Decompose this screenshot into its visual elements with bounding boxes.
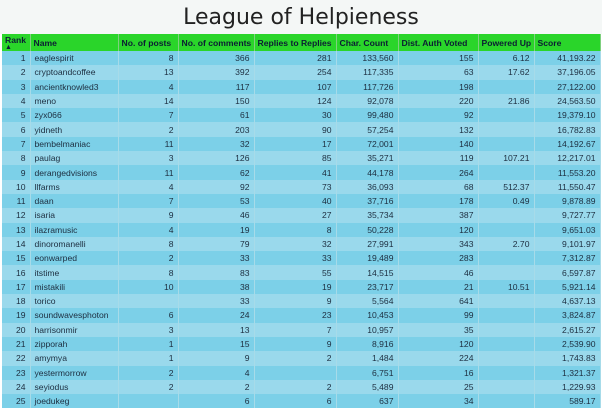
posts-cell: 11: [118, 165, 178, 179]
dist-auth-voted-cell: 178: [398, 194, 478, 208]
char-count-cell: 23,717: [336, 280, 398, 294]
powered-up-cell: 2.70: [478, 237, 534, 251]
dist-auth-voted-cell: 46: [398, 265, 478, 279]
posts-cell: 7: [118, 194, 178, 208]
rank-cell: 12: [2, 208, 30, 222]
rank-cell: 3: [2, 80, 30, 94]
name-cell: dinoromanelli: [30, 237, 118, 251]
score-cell: 11,550.47: [534, 180, 600, 194]
posts-cell: 4: [118, 223, 178, 237]
posts-cell: 2: [118, 380, 178, 394]
table-row: [2, 280, 600, 294]
dist-auth-voted-cell: 21: [398, 280, 478, 294]
comments-cell: 126: [178, 151, 254, 165]
table-row: [2, 165, 600, 179]
comments-cell: 83: [178, 265, 254, 279]
rank-cell: 15: [2, 251, 30, 265]
posts-cell: 4: [118, 180, 178, 194]
rank-cell: 1: [2, 51, 30, 65]
powered-up-cell: [478, 380, 534, 394]
powered-up-cell: [478, 265, 534, 279]
replies-cell: 17: [254, 137, 336, 151]
column-header-char-count[interactable]: Char. Count: [336, 34, 398, 51]
posts-cell: 2: [118, 366, 178, 380]
dist-auth-voted-cell: 34: [398, 394, 478, 408]
table-row: [2, 366, 600, 380]
column-header-rank[interactable]: [2, 34, 30, 51]
char-count-cell: 27,991: [336, 237, 398, 251]
replies-cell: 7: [254, 323, 336, 337]
score-cell: 16,782.83: [534, 122, 600, 136]
score-cell: 3,824.87: [534, 308, 600, 322]
char-count-cell: 72,001: [336, 137, 398, 151]
name-cell: seyiodus: [30, 380, 118, 394]
rank-cell: 7: [2, 137, 30, 151]
dist-auth-voted-cell: 343: [398, 237, 478, 251]
score-cell: 9,727.77: [534, 208, 600, 222]
rank-cell: 23: [2, 366, 30, 380]
name-cell: soundwavesphoton: [30, 308, 118, 322]
replies-cell: 40: [254, 194, 336, 208]
replies-cell: 281: [254, 51, 336, 65]
char-count-cell: 92,078: [336, 94, 398, 108]
char-count-cell: 133,560: [336, 51, 398, 65]
table-row: [2, 308, 600, 322]
char-count-cell: 117,335: [336, 65, 398, 79]
rank-cell: 10: [2, 180, 30, 194]
char-count-cell: 35,271: [336, 151, 398, 165]
char-count-cell: 6,751: [336, 366, 398, 380]
comments-cell: 19: [178, 223, 254, 237]
name-cell: derangedvisions: [30, 165, 118, 179]
name-cell: ancientknowled3: [30, 80, 118, 94]
table-row: [2, 223, 600, 237]
rank-cell: 9: [2, 165, 30, 179]
comments-cell: 4: [178, 366, 254, 380]
rank-cell: 8: [2, 151, 30, 165]
char-count-cell: 99,480: [336, 108, 398, 122]
name-cell: eaglespirit: [30, 51, 118, 65]
dist-auth-voted-cell: 264: [398, 165, 478, 179]
column-header-dist-auth-voted[interactable]: Dist. Auth Voted: [398, 34, 478, 51]
table-row: [2, 65, 600, 79]
posts-cell: 10: [118, 280, 178, 294]
posts-cell: [118, 294, 178, 308]
char-count-cell: 10,957: [336, 323, 398, 337]
rank-cell: 14: [2, 237, 30, 251]
dist-auth-voted-cell: 119: [398, 151, 478, 165]
score-cell: 24,563.50: [534, 94, 600, 108]
comments-cell: 79: [178, 237, 254, 251]
table-row: [2, 151, 600, 165]
powered-up-cell: [478, 294, 534, 308]
powered-up-cell: [478, 394, 534, 408]
name-cell: zipporah: [30, 337, 118, 351]
rank-cell: 16: [2, 265, 30, 279]
replies-cell: 9: [254, 294, 336, 308]
char-count-cell: 1,484: [336, 351, 398, 365]
comments-cell: 33: [178, 294, 254, 308]
table-row: [2, 137, 600, 151]
posts-cell: 6: [118, 308, 178, 322]
rank-cell: 25: [2, 394, 30, 408]
char-count-cell: 5,564: [336, 294, 398, 308]
powered-up-cell: [478, 137, 534, 151]
score-cell: 12,217.01: [534, 151, 600, 165]
dist-auth-voted-cell: 155: [398, 51, 478, 65]
score-cell: 589.17: [534, 394, 600, 408]
comments-cell: 9: [178, 351, 254, 365]
char-count-cell: 14,515: [336, 265, 398, 279]
comments-cell: 15: [178, 337, 254, 351]
score-cell: 37,196.05: [534, 65, 600, 79]
score-cell: 1,229.93: [534, 380, 600, 394]
powered-up-cell: [478, 165, 534, 179]
dist-auth-voted-cell: 99: [398, 308, 478, 322]
score-cell: 2,539.90: [534, 337, 600, 351]
table-row: [2, 194, 600, 208]
comments-cell: 46: [178, 208, 254, 222]
table-row: [2, 351, 600, 365]
posts-cell: 3: [118, 323, 178, 337]
name-cell: torico: [30, 294, 118, 308]
column-header-comments[interactable]: No. of comments: [178, 34, 254, 51]
table-row: [2, 294, 600, 308]
posts-cell: 9: [118, 208, 178, 222]
replies-cell: 9: [254, 337, 336, 351]
leaderboard-table: [2, 34, 601, 408]
replies-cell: 23: [254, 308, 336, 322]
powered-up-cell: 10.51: [478, 280, 534, 294]
score-cell: 14,192.67: [534, 137, 600, 151]
score-cell: 27,122.00: [534, 80, 600, 94]
name-cell: daan: [30, 194, 118, 208]
comments-cell: 13: [178, 323, 254, 337]
char-count-cell: 57,254: [336, 122, 398, 136]
name-cell: paulag: [30, 151, 118, 165]
powered-up-cell: [478, 208, 534, 222]
replies-cell: 55: [254, 265, 336, 279]
header-row: [2, 34, 600, 51]
char-count-cell: 117,726: [336, 80, 398, 94]
rank-cell: 17: [2, 280, 30, 294]
comments-cell: 38: [178, 280, 254, 294]
powered-up-cell: [478, 308, 534, 322]
score-cell: 11,553.20: [534, 165, 600, 179]
table-row: [2, 94, 600, 108]
dist-auth-voted-cell: 641: [398, 294, 478, 308]
posts-cell: 2: [118, 251, 178, 265]
dist-auth-voted-cell: 283: [398, 251, 478, 265]
name-cell: cryptoandcoffee: [30, 65, 118, 79]
score-cell: 6,597.87: [534, 265, 600, 279]
powered-up-cell: [478, 351, 534, 365]
char-count-cell: 19,489: [336, 251, 398, 265]
name-cell: yidneth: [30, 122, 118, 136]
name-cell: meno: [30, 94, 118, 108]
char-count-cell: 37,716: [336, 194, 398, 208]
rank-cell: 5: [2, 108, 30, 122]
comments-cell: 6: [178, 394, 254, 408]
name-cell: mistakili: [30, 280, 118, 294]
rank-cell: 20: [2, 323, 30, 337]
comments-cell: 62: [178, 165, 254, 179]
powered-up-cell: 0.49: [478, 194, 534, 208]
comments-cell: 150: [178, 94, 254, 108]
name-cell: harrisonmir: [30, 323, 118, 337]
comments-cell: 53: [178, 194, 254, 208]
table-row: [2, 51, 600, 65]
replies-cell: 2: [254, 351, 336, 365]
table-row: [2, 180, 600, 194]
score-cell: 9,101.97: [534, 237, 600, 251]
name-cell: joedukeg: [30, 394, 118, 408]
replies-cell: 90: [254, 122, 336, 136]
table-row: [2, 122, 600, 136]
replies-cell: 30: [254, 108, 336, 122]
replies-cell: 124: [254, 94, 336, 108]
posts-cell: 8: [118, 51, 178, 65]
score-cell: 5,921.14: [534, 280, 600, 294]
rank-cell: 2: [2, 65, 30, 79]
powered-up-cell: [478, 108, 534, 122]
comments-cell: 61: [178, 108, 254, 122]
posts-cell: 11: [118, 137, 178, 151]
posts-cell: 8: [118, 265, 178, 279]
powered-up-cell: 17.62: [478, 65, 534, 79]
posts-cell: 4: [118, 80, 178, 94]
posts-cell: 3: [118, 151, 178, 165]
powered-up-cell: [478, 122, 534, 136]
rank-cell: 4: [2, 94, 30, 108]
replies-cell: 254: [254, 65, 336, 79]
posts-cell: 8: [118, 237, 178, 251]
replies-cell: 33: [254, 251, 336, 265]
rank-cell: 13: [2, 223, 30, 237]
table-row: [2, 337, 600, 351]
rank-cell: 18: [2, 294, 30, 308]
rank-cell: 22: [2, 351, 30, 365]
char-count-cell: 637: [336, 394, 398, 408]
dist-auth-voted-cell: 68: [398, 180, 478, 194]
score-cell: 41,193.22: [534, 51, 600, 65]
dist-auth-voted-cell: 198: [398, 80, 478, 94]
dist-auth-voted-cell: 140: [398, 137, 478, 151]
table-row: [2, 251, 600, 265]
char-count-cell: 35,734: [336, 208, 398, 222]
powered-up-cell: [478, 251, 534, 265]
replies-cell: 6: [254, 394, 336, 408]
score-cell: 7,312.87: [534, 251, 600, 265]
posts-cell: 1: [118, 351, 178, 365]
replies-cell: 19: [254, 280, 336, 294]
dist-auth-voted-cell: 224: [398, 351, 478, 365]
char-count-cell: 8,916: [336, 337, 398, 351]
dist-auth-voted-cell: 120: [398, 337, 478, 351]
comments-cell: 117: [178, 80, 254, 94]
powered-up-cell: 6.12: [478, 51, 534, 65]
replies-cell: 2: [254, 380, 336, 394]
name-cell: bembelmaniac: [30, 137, 118, 151]
column-header-posts[interactable]: No. of posts: [118, 34, 178, 51]
rank-cell: 24: [2, 380, 30, 394]
table-row: [2, 394, 600, 408]
column-header-name[interactable]: Name: [30, 34, 118, 51]
comments-cell: 366: [178, 51, 254, 65]
name-cell: eonwarped: [30, 251, 118, 265]
comments-cell: 33: [178, 251, 254, 265]
dist-auth-voted-cell: 120: [398, 223, 478, 237]
column-header-label: Rank: [5, 35, 27, 45]
table-row: [2, 108, 600, 122]
powered-up-cell: [478, 80, 534, 94]
powered-up-cell: [478, 223, 534, 237]
score-cell: 9,651.03: [534, 223, 600, 237]
replies-cell: 8: [254, 223, 336, 237]
replies-cell: 41: [254, 165, 336, 179]
name-cell: amymya: [30, 351, 118, 365]
replies-cell: 73: [254, 180, 336, 194]
posts-cell: 7: [118, 108, 178, 122]
replies-cell: 27: [254, 208, 336, 222]
column-header-replies[interactable]: Replies to Replies: [254, 34, 336, 51]
dist-auth-voted-cell: 63: [398, 65, 478, 79]
name-cell: itstime: [30, 265, 118, 279]
comments-cell: 2: [178, 380, 254, 394]
dist-auth-voted-cell: 25: [398, 380, 478, 394]
powered-up-cell: 107.21: [478, 151, 534, 165]
score-cell: 2,615.27: [534, 323, 600, 337]
name-cell: ilazramusic: [30, 223, 118, 237]
score-cell: 9,878.89: [534, 194, 600, 208]
powered-up-cell: [478, 337, 534, 351]
replies-cell: 107: [254, 80, 336, 94]
char-count-cell: 50,228: [336, 223, 398, 237]
dist-auth-voted-cell: 387: [398, 208, 478, 222]
rank-cell: 11: [2, 194, 30, 208]
rank-cell: 6: [2, 122, 30, 136]
comments-cell: 24: [178, 308, 254, 322]
posts-cell: 13: [118, 65, 178, 79]
replies-cell: 32: [254, 237, 336, 251]
score-cell: 4,637.13: [534, 294, 600, 308]
comments-cell: 92: [178, 180, 254, 194]
table-row: [2, 380, 600, 394]
replies-cell: 85: [254, 151, 336, 165]
name-cell: zyx066: [30, 108, 118, 122]
table-row: [2, 323, 600, 337]
posts-cell: 2: [118, 122, 178, 136]
powered-up-cell: 21.86: [478, 94, 534, 108]
name-cell: isaria: [30, 208, 118, 222]
posts-cell: 14: [118, 94, 178, 108]
table-row: [2, 237, 600, 251]
comments-cell: 203: [178, 122, 254, 136]
name-cell: yestermorrow: [30, 366, 118, 380]
column-header-score[interactable]: Score: [534, 34, 600, 51]
page-title: League of Helpieness: [0, 0, 602, 34]
replies-cell: [254, 366, 336, 380]
rank-cell: 21: [2, 337, 30, 351]
char-count-cell: 36,093: [336, 180, 398, 194]
dist-auth-voted-cell: 16: [398, 366, 478, 380]
score-cell: 19,379.10: [534, 108, 600, 122]
table-row: [2, 265, 600, 279]
table-row: [2, 80, 600, 94]
powered-up-cell: 512.37: [478, 180, 534, 194]
sort-ascending-icon: ▲: [5, 44, 12, 51]
score-cell: 1,321.37: [534, 366, 600, 380]
dist-auth-voted-cell: 35: [398, 323, 478, 337]
posts-cell: [118, 394, 178, 408]
char-count-cell: 44,178: [336, 165, 398, 179]
comments-cell: 392: [178, 65, 254, 79]
powered-up-cell: [478, 366, 534, 380]
dist-auth-voted-cell: 132: [398, 122, 478, 136]
char-count-cell: 5,489: [336, 380, 398, 394]
rank-cell: 19: [2, 308, 30, 322]
dist-auth-voted-cell: 92: [398, 108, 478, 122]
score-cell: 1,743.83: [534, 351, 600, 365]
column-header-powered-up[interactable]: Powered Up: [478, 34, 534, 51]
name-cell: llfarms: [30, 180, 118, 194]
char-count-cell: 10,453: [336, 308, 398, 322]
powered-up-cell: [478, 323, 534, 337]
dist-auth-voted-cell: 220: [398, 94, 478, 108]
posts-cell: 1: [118, 337, 178, 351]
comments-cell: 32: [178, 137, 254, 151]
table-row: [2, 208, 600, 222]
